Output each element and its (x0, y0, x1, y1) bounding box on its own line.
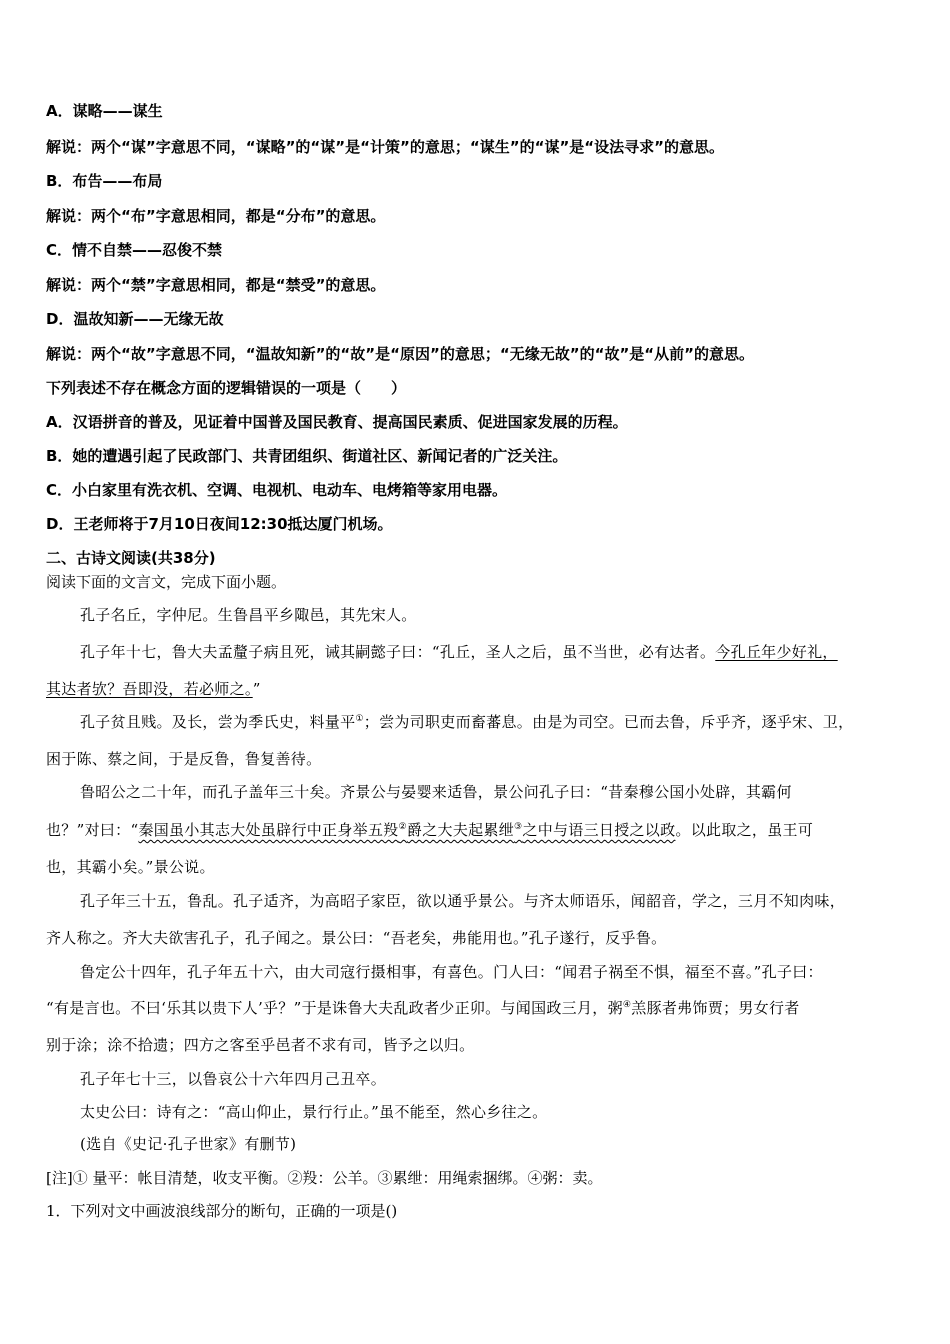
passage-paragraph-3-cont: 困于陈、蔡之间，于是反鲁，鲁复善待。 (46, 750, 322, 768)
section-instruction: 阅读下面的文言文，完成下面小题。 (46, 573, 287, 591)
passage-paragraph-8: 太史公曰：诗有之：“高山仰止，景行行止。”虽不能至，然心乡往之。 (80, 1103, 548, 1121)
option-c-explanation: 解说：两个“禁”字意思相同，都是“禁受”的意思。 (46, 276, 386, 294)
passage-paragraph-1: 孔子名丘，字仲尼。生鲁昌平乡陬邑，其先宋人。 (80, 606, 417, 624)
note-marker: ③ (514, 822, 523, 832)
passage-text: 孔子年十七，鲁大夫孟釐子病且死，诫其嗣懿子曰：“孔丘，圣人之后，虽不当世，必有达者。 (80, 643, 716, 661)
question-option-a: A．汉语拼音的普及，见证着中国普及国民教育、提高国民素质、促进国家发展的历程。 (46, 413, 628, 431)
passage-paragraph-6-cont (46, 998, 800, 1018)
option-b-explanation: 解说：两个“布”字意思相同，都是“分布”的意思。 (46, 207, 386, 225)
passage-paragraph-6: 鲁定公十四年，孔子年五十六，由大司寇行摄相事，有喜色。门人曰：“闻君子祸至不惧，福至不喜。”孔子曰： (80, 963, 823, 981)
passage-text: 。以此取之，虽王可 (675, 821, 814, 839)
passage-paragraph-4: 鲁昭公之二十年，而孔子盖年三十矣。齐景公与晏婴来适鲁，景公问孔子曰：“昔秦穆公国小处辟，其霸何 (80, 783, 792, 801)
passage-paragraph-4-end: 也，其霸小矣。”景公说。 (46, 858, 215, 876)
passage-paragraph-2 (80, 642, 838, 662)
question-stem: 下列表述不存在概念方面的逻辑错误的一项是（ ） (46, 379, 407, 397)
passage-text: 孔子贫且贱。及长，尝为季氏史，料量平 (80, 713, 356, 731)
passage-text: “有是言也。不曰‘乐其以贵下人’乎？”于是诛鲁大夫乱政者少正卯。与闻国政三月，粥 (46, 999, 623, 1017)
option-a-title: A．谋略——谋生 (46, 102, 163, 120)
question-option-b: B．她的遭遇引起了民政部门、共青团组织、街道社区、新闻记者的广泛关注。 (46, 447, 568, 465)
question-option-c: C．小白家里有洗衣机、空调、电视机、电动车、电烤箱等家用电器。 (46, 481, 508, 499)
underlined-sentence: 今孔丘年少好礼， (715, 643, 838, 661)
passage-paragraph-4-cont (46, 820, 813, 840)
wavy-underlined-passage: 秦国虽小其志大处虽辟行中正身举五羖②爵之大夫起累绁③之中与语三日授之以政 (138, 821, 676, 839)
passage-paragraph-5: 孔子年三十五，鲁乱。孔子适齐，为高昭子家臣，欲以通乎景公。与齐太师语乐，闻韶音，学之，三月不知肉味， (80, 892, 846, 910)
option-d-explanation: 解说：两个“故”字意思不同，“温故知新”的“故”是“原因”的意思；“无缘无故”的“故”是“从前”的意思。 (46, 345, 755, 363)
passage-paragraph-3 (80, 712, 853, 732)
passage-text: ；尝为司职吏而畜蕃息。由是为司空。已而去鲁，斥乎齐，逐乎宋、卫， (363, 713, 854, 731)
passage-paragraph-2-cont (46, 679, 261, 699)
passage-paragraph-6-end: 别于涂；涂不拾遗；四方之客至乎邑者不求有司，皆予之以归。 (46, 1036, 475, 1054)
option-c-title: C．情不自禁——忍俊不禁 (46, 241, 223, 259)
passage-text: 也？”对曰：“ (46, 821, 139, 839)
option-b-title: B．布告——布局 (46, 172, 163, 190)
passage-source: (选自《史记·孔子世家》有删节) (80, 1135, 297, 1153)
note-marker: ① (355, 714, 364, 724)
passage-paragraph-5-cont: 齐人称之。齐大夫欲害孔子，孔子闻之。景公曰：“吾老矣，弗能用也。”孔子遂行，反乎鲁。 (46, 929, 667, 947)
passage-paragraph-7: 孔子年七十三，以鲁哀公十六年四月己丑卒。 (80, 1070, 387, 1088)
option-a-explanation: 解说：两个“谋”字意思不同，“谋略”的“谋”是“计策”的意思；“谋生”的“谋”是“设法寻求”的意思。 (46, 138, 725, 156)
question-option-d: D．王老师将于7月10日夜间12:30抵达厦门机场。 (46, 515, 393, 533)
section-heading: 二、古诗文阅读(共38分) (46, 549, 216, 567)
passage-text: 羔豚者弗饰贾；男女行者 (631, 999, 800, 1017)
option-d-title: D．温故知新——无缘无故 (46, 310, 224, 328)
annotation-notes: [注]① 量平：帐目清楚，收支平衡。②羖：公羊。③累绁：用绳索捆绑。④粥：卖。 (46, 1169, 603, 1187)
note-marker: ② (398, 822, 407, 832)
note-marker: ④ (622, 1000, 632, 1010)
underlined-sentence: 其达者欤？吾即没，若必师之。 (46, 680, 253, 698)
passage-text: ” (252, 680, 261, 698)
sub-question: 1．下列对文中画波浪线部分的断句，正确的一项是() (46, 1202, 398, 1220)
